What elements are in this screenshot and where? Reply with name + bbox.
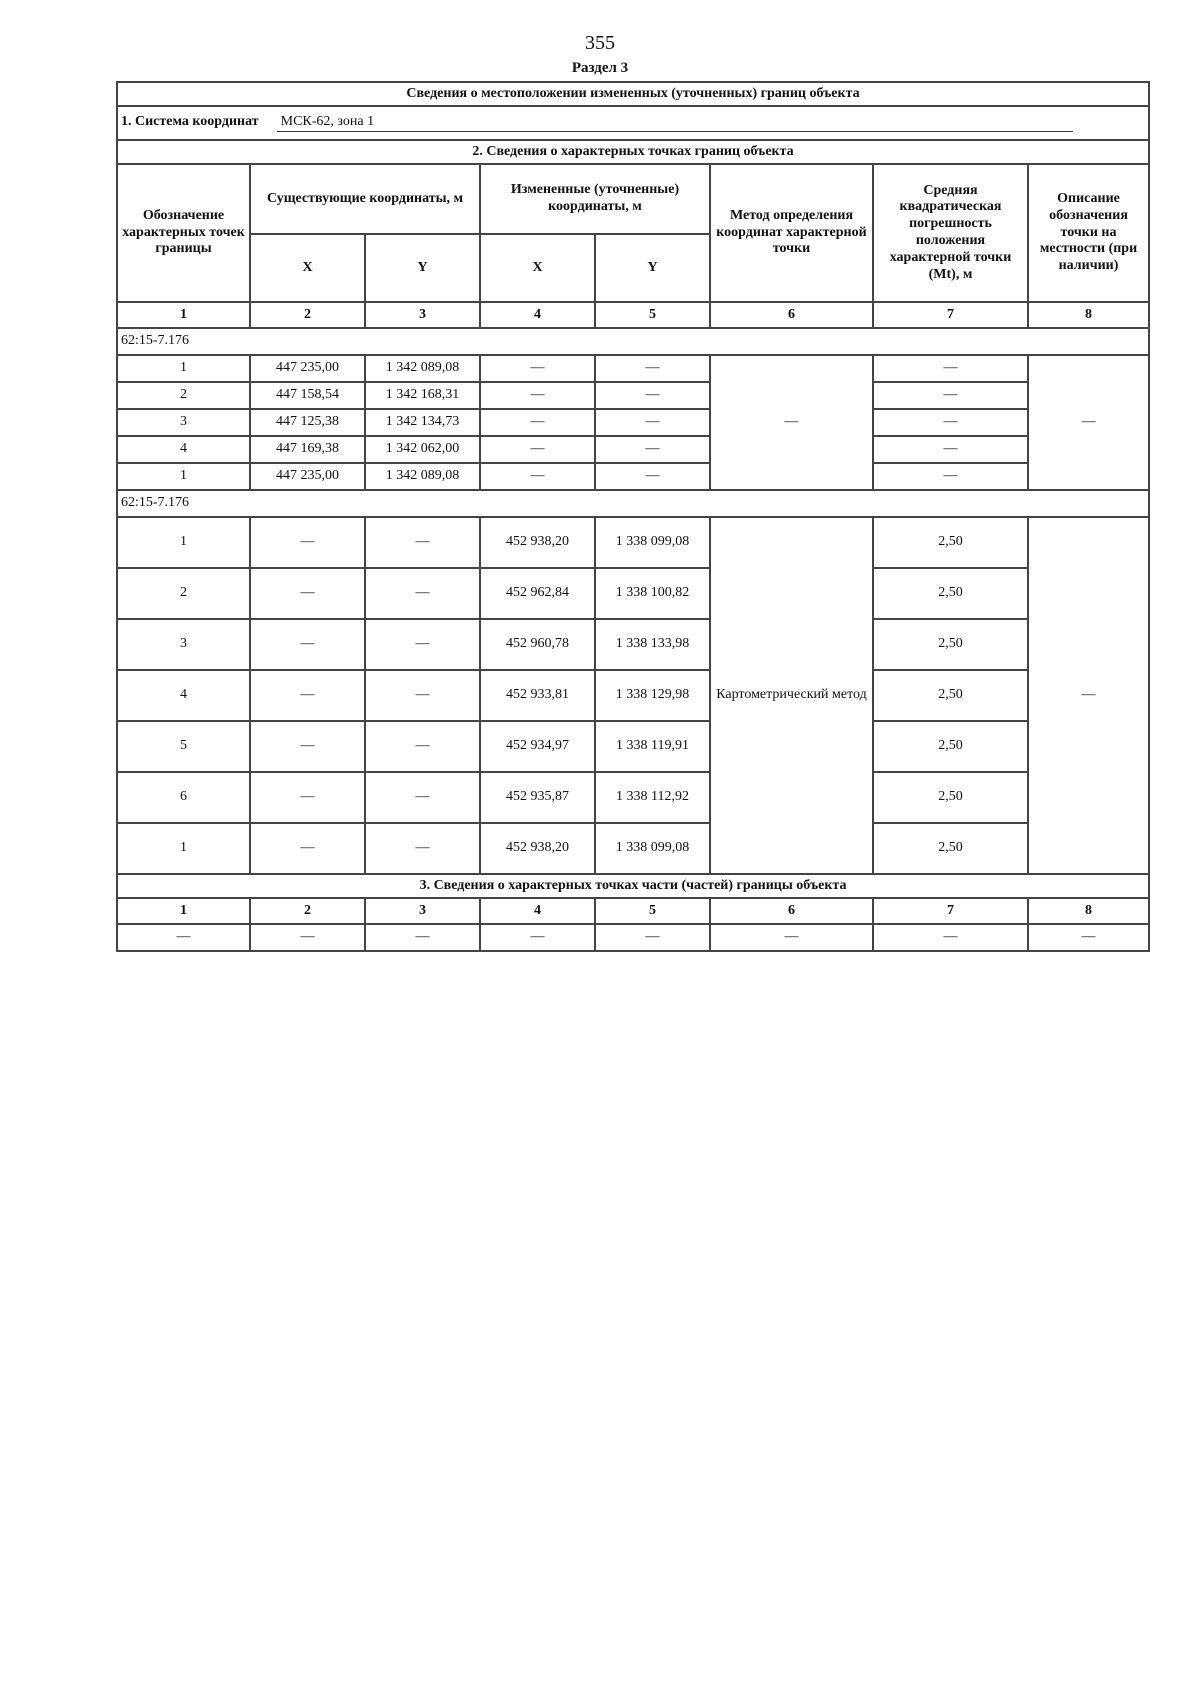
- table-row: [117, 355, 1149, 382]
- header-designation: Обозначение характерных точек границы: [117, 164, 250, 302]
- changed-y: —: [595, 436, 710, 463]
- table-row: [117, 823, 1149, 874]
- parcel-number: 62:15-7.176: [117, 490, 1149, 517]
- point-number: 6: [117, 772, 250, 823]
- page-number: 355: [585, 32, 615, 54]
- table-row: [117, 924, 1149, 951]
- changed-y: 1 338 129,98: [595, 670, 710, 721]
- mt-value: 2,50: [873, 823, 1028, 874]
- parcel-number: 62:15-7.176: [117, 328, 1149, 355]
- column-number: 5: [595, 898, 710, 924]
- existing-x: —: [250, 823, 365, 874]
- description-cell: —: [1028, 517, 1149, 874]
- changed-y: 1 338 112,92: [595, 772, 710, 823]
- table-row: [117, 517, 1149, 568]
- empty-cell: —: [365, 924, 480, 951]
- changed-x: —: [480, 409, 595, 436]
- column-number: 6: [710, 302, 873, 328]
- existing-y: —: [365, 619, 480, 670]
- header-existing: Существующие координаты, м: [250, 164, 480, 234]
- table-row: [117, 382, 1149, 409]
- mt-value: —: [873, 409, 1028, 436]
- changed-x: 452 935,87: [480, 772, 595, 823]
- changed-x: —: [480, 463, 595, 490]
- table-row: [117, 409, 1149, 436]
- mt-value: 2,50: [873, 568, 1028, 619]
- method-cell: Картометрический метод: [710, 517, 873, 874]
- column-number: 4: [480, 302, 595, 328]
- column-number: 4: [480, 898, 595, 924]
- empty-cell: —: [595, 924, 710, 951]
- point-number: 1: [117, 355, 250, 382]
- header-error: Средняя квадратическая погрешность положения характерной точки (Mt), м: [873, 164, 1028, 302]
- existing-y: —: [365, 670, 480, 721]
- empty-cell: —: [117, 924, 250, 951]
- existing-x: —: [250, 517, 365, 568]
- description-cell: —: [1028, 355, 1149, 490]
- changed-x: —: [480, 382, 595, 409]
- table-title: Сведения о местоположении измененных (уточненных) границ объекта: [117, 82, 1149, 106]
- point-number: 1: [117, 463, 250, 490]
- changed-y: —: [595, 409, 710, 436]
- point-number: 4: [117, 436, 250, 463]
- empty-cell: —: [1028, 924, 1149, 951]
- existing-y: —: [365, 772, 480, 823]
- existing-x: 447 235,00: [250, 463, 365, 490]
- header-existing-y: Y: [365, 234, 480, 302]
- point-number: 1: [117, 517, 250, 568]
- changed-y: 1 338 133,98: [595, 619, 710, 670]
- header-method: Метод определения координат характерной точки: [710, 164, 873, 302]
- existing-x: 447 125,38: [250, 409, 365, 436]
- existing-x: —: [250, 772, 365, 823]
- existing-y: —: [365, 823, 480, 874]
- column-number: 7: [873, 302, 1028, 328]
- point-number: 2: [117, 382, 250, 409]
- changed-y: —: [595, 382, 710, 409]
- existing-x: —: [250, 619, 365, 670]
- header-description: Описание обозначения точки на местности (при наличии): [1028, 164, 1149, 302]
- existing-y: —: [365, 568, 480, 619]
- mt-value: 2,50: [873, 619, 1028, 670]
- changed-y: —: [595, 463, 710, 490]
- point-number: 1: [117, 823, 250, 874]
- changed-y: 1 338 099,08: [595, 517, 710, 568]
- boundary-table: [116, 81, 1150, 952]
- existing-x: —: [250, 721, 365, 772]
- coord-system-value: МСК-62, зона 1: [277, 114, 1073, 132]
- changed-x: 452 933,81: [480, 670, 595, 721]
- column-number: 1: [117, 302, 250, 328]
- point-number: 3: [117, 619, 250, 670]
- table-row: [117, 463, 1149, 490]
- empty-cell: —: [873, 924, 1028, 951]
- coord-system-row: [117, 106, 1149, 140]
- column-number: 7: [873, 898, 1028, 924]
- existing-x: —: [250, 568, 365, 619]
- column-number: 5: [595, 302, 710, 328]
- changed-x: —: [480, 355, 595, 382]
- column-number: 8: [1028, 302, 1149, 328]
- existing-y: 1 342 089,08: [365, 355, 480, 382]
- empty-cell: —: [710, 924, 873, 951]
- changed-y: 1 338 119,91: [595, 721, 710, 772]
- changed-x: 452 938,20: [480, 823, 595, 874]
- changed-y: 1 338 099,08: [595, 823, 710, 874]
- part2-title: 2. Сведения о характерных точках границ объекта: [117, 140, 1149, 164]
- changed-y: 1 338 100,82: [595, 568, 710, 619]
- existing-x: 447 235,00: [250, 355, 365, 382]
- point-number: 5: [117, 721, 250, 772]
- mt-value: 2,50: [873, 721, 1028, 772]
- changed-x: 452 962,84: [480, 568, 595, 619]
- mt-value: 2,50: [873, 772, 1028, 823]
- existing-y: —: [365, 517, 480, 568]
- table-row: [117, 619, 1149, 670]
- mt-value: —: [873, 355, 1028, 382]
- changed-x: 452 934,97: [480, 721, 595, 772]
- changed-x: 452 960,78: [480, 619, 595, 670]
- point-number: 3: [117, 409, 250, 436]
- empty-cell: —: [250, 924, 365, 951]
- coord-system-label: 1. Система координат: [121, 114, 259, 130]
- existing-x: —: [250, 670, 365, 721]
- existing-x: 447 158,54: [250, 382, 365, 409]
- table-row: [117, 772, 1149, 823]
- mt-value: 2,50: [873, 517, 1028, 568]
- table-row: [117, 568, 1149, 619]
- table-row: [117, 721, 1149, 772]
- column-number: 6: [710, 898, 873, 924]
- table-row: [117, 436, 1149, 463]
- column-numbers-row: [117, 302, 1149, 328]
- column-number: 2: [250, 302, 365, 328]
- existing-x: 447 169,38: [250, 436, 365, 463]
- existing-y: 1 342 089,08: [365, 463, 480, 490]
- mt-value: —: [873, 382, 1028, 409]
- column-number: 3: [365, 898, 480, 924]
- changed-x: 452 938,20: [480, 517, 595, 568]
- existing-y: 1 342 134,73: [365, 409, 480, 436]
- part3-title: 3. Сведения о характерных точках части (частей) границы объекта: [117, 874, 1149, 898]
- column-numbers-row: [117, 898, 1149, 924]
- mt-value: —: [873, 436, 1028, 463]
- header-existing-x: X: [250, 234, 365, 302]
- column-number: 3: [365, 302, 480, 328]
- existing-y: 1 342 168,31: [365, 382, 480, 409]
- mt-value: —: [873, 463, 1028, 490]
- point-number: 4: [117, 670, 250, 721]
- method-cell: —: [710, 355, 873, 490]
- column-number: 2: [250, 898, 365, 924]
- point-number: 2: [117, 568, 250, 619]
- existing-y: 1 342 062,00: [365, 436, 480, 463]
- column-number: 8: [1028, 898, 1149, 924]
- changed-y: —: [595, 355, 710, 382]
- header-changed-x: X: [480, 234, 595, 302]
- header-changed-y: Y: [595, 234, 710, 302]
- changed-x: —: [480, 436, 595, 463]
- section-label: Раздел 3: [571, 60, 629, 76]
- column-number: 1: [117, 898, 250, 924]
- mt-value: 2,50: [873, 670, 1028, 721]
- existing-y: —: [365, 721, 480, 772]
- empty-cell: —: [480, 924, 595, 951]
- table-row: [117, 670, 1149, 721]
- header-changed: Измененные (уточненные) координаты, м: [480, 164, 710, 234]
